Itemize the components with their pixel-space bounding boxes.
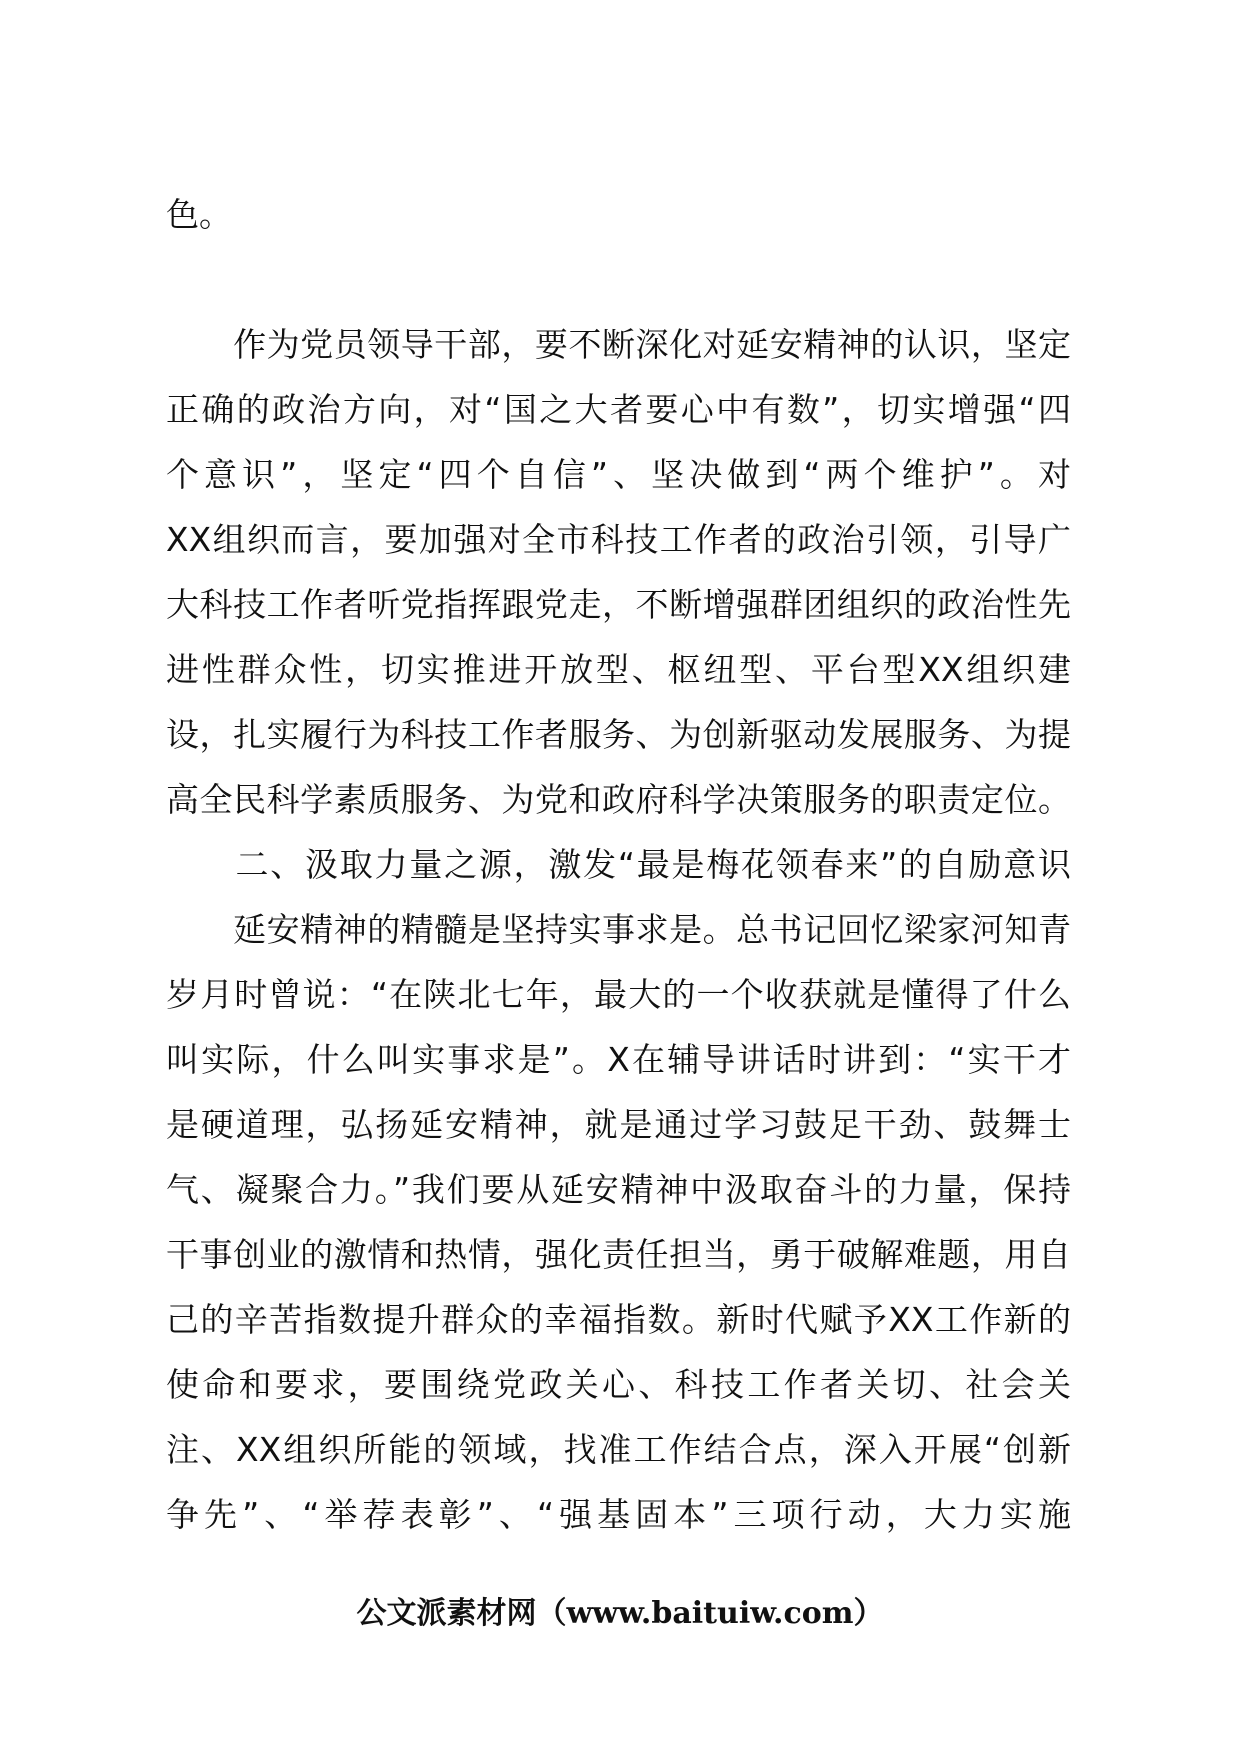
text-line: 叫实际，什么叫实事求是”。X在辅导讲话时讲到：“实干才 xyxy=(166,1040,1071,1079)
document-body xyxy=(166,182,1071,1547)
text-line: 注、XX组织所能的领域，找准工作结合点，深入开展“创新 xyxy=(166,1430,1071,1469)
text-line: 高全民科学素质服务、为党和政府科学决策服务的职责定位。 xyxy=(166,780,1071,819)
text-line: 干事创业的激情和热情，强化责任担当，勇于破解难题，用自 xyxy=(166,1235,1071,1274)
text-line: 色。 xyxy=(166,195,232,234)
text-line: 大科技工作者听党指挥跟党走，不断增强群团组织的政治性先 xyxy=(166,585,1071,624)
text-line: 作为党员领导干部，要不断深化对延安精神的认识，坚定 xyxy=(166,325,1071,364)
text-line: 岁月时曾说：“在陕北七年，最大的一个收获就是懂得了什么 xyxy=(166,975,1071,1014)
text-line: 使命和要求，要围绕党政关心、科技工作者关切、社会关 xyxy=(166,1365,1071,1404)
blank-line xyxy=(166,247,1071,312)
text-line: 争先”、“举荐表彰”、“强基固本”三项行动，大力实施 xyxy=(166,1495,1071,1534)
text-line: XX组织而言，要加强对全市科技工作者的政治引领，引导广 xyxy=(166,520,1071,559)
text-line: 己的辛苦指数提升群众的幸福指数。新时代赋予XX工作新的 xyxy=(166,1300,1071,1339)
text-line: 是硬道理，弘扬延安精神，就是通过学习鼓足干劲、鼓舞士 xyxy=(166,1105,1071,1144)
section-heading: 二、汲取力量之源，激发“最是梅花领春来”的自励意识 xyxy=(166,845,1071,884)
text-line: 延安精神的精髓是坚持实事求是。总书记回忆梁家河知青 xyxy=(166,910,1071,949)
text-line: 个意识”，坚定“四个自信”、坚决做到“两个维护”。对 xyxy=(166,455,1071,494)
text-line: 设，扎实履行为科技工作者服务、为创新驱动发展服务、为提 xyxy=(166,715,1071,754)
footer-watermark: 公文派素材网（www.baituiw.com） xyxy=(356,1596,884,1631)
text-line: 正确的政治方向，对“国之大者要心中有数”，切实增强“四 xyxy=(166,390,1071,429)
text-line: 气、凝聚合力。”我们要从延安精神中汲取奋斗的力量，保持 xyxy=(166,1170,1071,1209)
text-line: 进性群众性，切实推进开放型、枢纽型、平台型XX组织建 xyxy=(166,650,1071,689)
